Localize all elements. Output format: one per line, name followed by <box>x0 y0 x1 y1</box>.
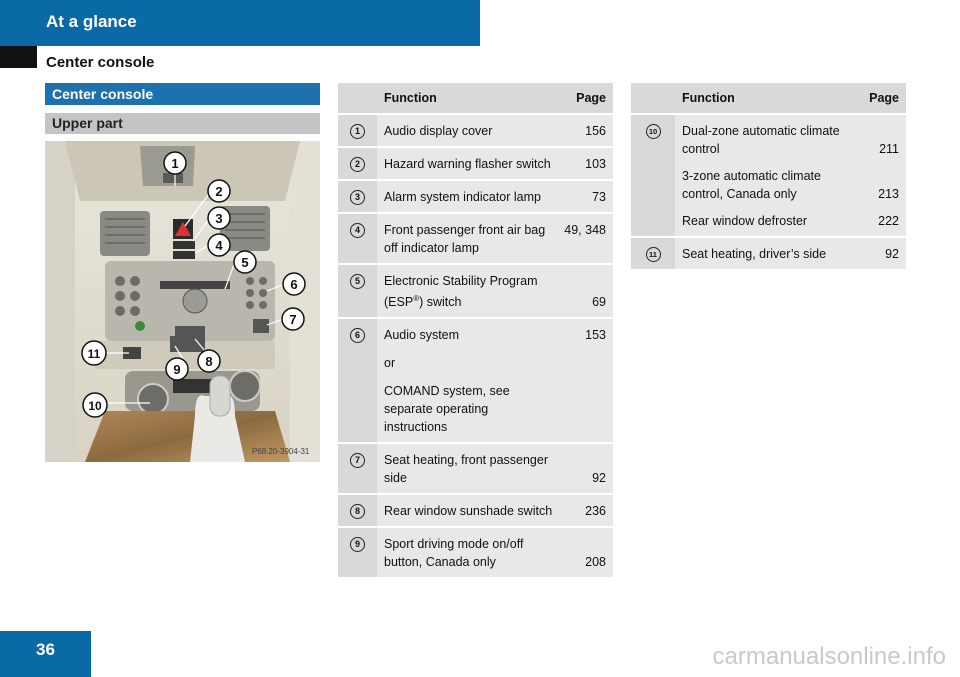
row-function: Audio system or COMAND system, see separate operating instructions <box>377 318 559 443</box>
row-page: 92 <box>559 443 613 494</box>
table-header-row <box>631 83 906 114</box>
function-table-2 <box>631 83 906 269</box>
row-number: 5 <box>338 264 377 318</box>
svg-text:3: 3 <box>215 211 223 226</box>
row-function: Front passenger front air bag off indicator lamp <box>377 213 559 264</box>
svg-text:1: 1 <box>171 156 179 171</box>
row-number: 7 <box>338 443 377 494</box>
function-table-1 <box>338 83 613 577</box>
row-function: Hazard warning flasher switch <box>377 147 559 180</box>
row-function: Alarm system indicator lamp <box>377 180 559 213</box>
row-function: Seat heating, driver’s side <box>675 237 852 269</box>
row-number: 11 <box>631 237 675 269</box>
svg-text:9: 9 <box>173 362 181 377</box>
svg-text:6: 6 <box>290 277 298 292</box>
table-row <box>631 114 906 237</box>
row-page: 211 213 222 <box>852 114 906 237</box>
svg-text:4: 4 <box>215 238 223 253</box>
callout-2 <box>208 180 230 202</box>
callout-6 <box>283 273 305 295</box>
table-header-function: Function <box>675 83 852 114</box>
header-bar <box>0 0 480 46</box>
table-row <box>338 114 613 147</box>
row-number: 3 <box>338 180 377 213</box>
table-header-num <box>631 83 675 114</box>
section-title: Center console <box>46 54 155 71</box>
row-number: 2 <box>338 147 377 180</box>
table-row <box>338 213 613 264</box>
row-page: 69 <box>559 264 613 318</box>
watermark-text: carmanualsonline.info <box>712 643 946 670</box>
svg-text:8: 8 <box>205 354 213 369</box>
row-page: 92 <box>852 237 906 269</box>
svg-text:2: 2 <box>215 184 223 199</box>
callout-1 <box>164 152 186 174</box>
callout-9 <box>166 358 188 380</box>
table-row <box>338 527 613 577</box>
table-row <box>338 443 613 494</box>
table-row <box>338 318 613 443</box>
row-function: Rear window sunshade switch <box>377 494 559 527</box>
svg-text:11: 11 <box>87 347 101 361</box>
row-number: 10 <box>631 114 675 237</box>
callout-8 <box>198 350 220 372</box>
callout-7 <box>282 308 304 330</box>
callout-11 <box>82 341 106 365</box>
sidebar-bar-title: Center console <box>45 83 320 105</box>
table-row <box>338 147 613 180</box>
row-function: Dual-zone automatic climate control 3-zone automatic climate control, Canada only Rear window defroster <box>675 114 852 237</box>
row-number: 4 <box>338 213 377 264</box>
row-page: 103 <box>559 147 613 180</box>
sidebar-subbar-title: Upper part <box>45 113 320 134</box>
row-page: 208 <box>559 527 613 577</box>
callout-3 <box>208 207 230 229</box>
row-number: 1 <box>338 114 377 147</box>
table-row <box>338 264 613 318</box>
table-header-function: Function <box>377 83 559 114</box>
center-console-photo <box>45 141 320 462</box>
table-header-page: Page <box>559 83 613 114</box>
row-number: 8 <box>338 494 377 527</box>
callout-5 <box>234 251 256 273</box>
page-number: 36 <box>0 631 91 677</box>
row-page: 73 <box>559 180 613 213</box>
row-function: Audio display cover <box>377 114 559 147</box>
svg-text:10: 10 <box>88 399 102 413</box>
chapter-title: At a glance <box>46 12 137 31</box>
row-function: Sport driving mode on/off button, Canada only <box>377 527 559 577</box>
row-function: Electronic Stability Program (ESP®) switch <box>377 264 559 318</box>
row-page: 153 <box>559 318 613 443</box>
row-function: Seat heating, front passenger side <box>377 443 559 494</box>
table-row <box>338 180 613 213</box>
row-number: 6 <box>338 318 377 443</box>
section-tab-marker <box>0 46 37 68</box>
table-row <box>631 237 906 269</box>
table-row <box>338 494 613 527</box>
callout-4 <box>208 234 230 256</box>
svg-text:5: 5 <box>241 255 249 270</box>
table-header-row <box>338 83 613 114</box>
photo-reference-code: P68.20-3904-31 <box>252 447 310 456</box>
svg-text:7: 7 <box>289 312 297 327</box>
row-number: 9 <box>338 527 377 577</box>
table-header-page: Page <box>852 83 906 114</box>
table-header-num <box>338 83 377 114</box>
row-page: 236 <box>559 494 613 527</box>
callout-10 <box>83 393 107 417</box>
row-page: 156 <box>559 114 613 147</box>
row-page: 49, 348 <box>559 213 613 264</box>
